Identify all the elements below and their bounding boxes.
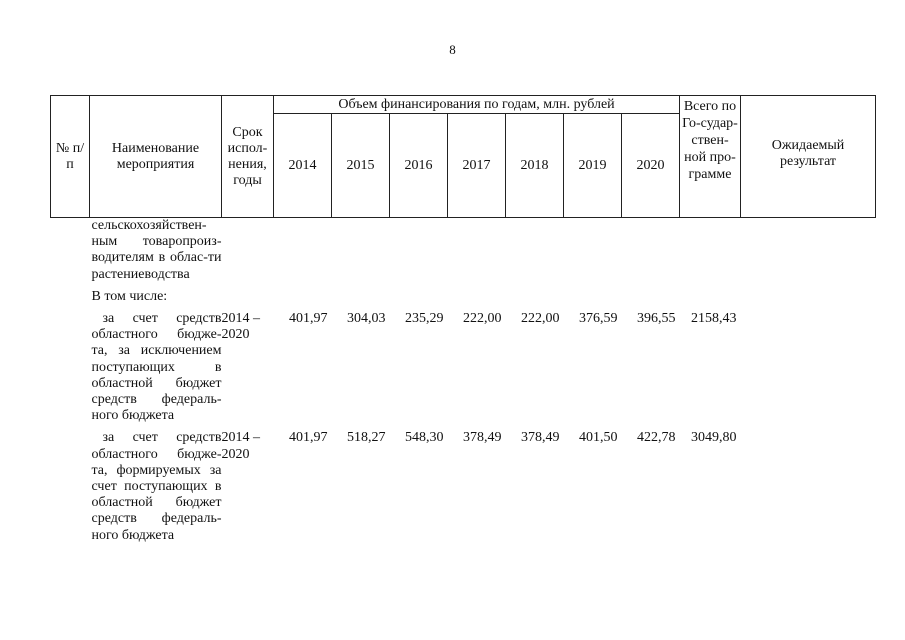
header-term: Срок испол-нения, годы: [222, 96, 274, 218]
row-value: 518,27: [347, 430, 386, 446]
header-name: Наименование мероприятия: [90, 96, 222, 218]
row-value: 422,78: [637, 430, 676, 446]
row-value: 401,97: [289, 311, 328, 327]
header-total: Всего по Го-судар-ствен-ной про-грамме: [680, 96, 741, 218]
row-value: 378,49: [521, 430, 560, 446]
financing-table: [50, 95, 876, 544]
row-value: 222,00: [463, 311, 502, 327]
header-year: 2020: [622, 114, 680, 218]
row-value: 376,59: [579, 311, 618, 327]
row-total: 2158,43: [691, 311, 737, 327]
table-row: [51, 218, 876, 283]
header-year: 2019: [564, 114, 622, 218]
header-year: 2015: [332, 114, 390, 218]
row-value: 235,29: [405, 311, 444, 327]
subheading-text: В том числе:: [91, 288, 168, 304]
row-name: за счет средств областного бюдже-та, формируемых за счет поступающих в областной бюджет средств федераль-ного бюджета: [91, 430, 222, 543]
header-year: 2018: [506, 114, 564, 218]
row-value: 304,03: [347, 311, 386, 327]
page-number: 8: [449, 42, 456, 57]
row-term: 2014 – 2020: [221, 430, 260, 462]
row-value: 222,00: [521, 311, 560, 327]
row-value: 401,50: [579, 430, 618, 446]
row-total: 3049,80: [691, 430, 737, 446]
continuation-text: сельскохозяйствен-ным товаропроиз-водителям в облас-ти растениеводства: [91, 218, 222, 282]
table-row: [51, 311, 876, 424]
header-financing-group: Объем финансирования по годам, млн. рублей: [274, 96, 680, 114]
row-value: 548,30: [405, 430, 444, 446]
header-year: 2017: [448, 114, 506, 218]
header-year: 2016: [390, 114, 448, 218]
row-value: 378,49: [463, 430, 502, 446]
table-row: [51, 289, 876, 305]
row-value: 401,97: [289, 430, 328, 446]
row-value: 396,55: [637, 311, 676, 327]
row-term: 2014 – 2020: [221, 311, 260, 343]
header-year: 2014: [274, 114, 332, 218]
row-name: за счет средств областного бюдже-та, за исключением поступающих в областной бюджет средств федераль-ного бюджета: [91, 311, 222, 424]
table-row: [51, 430, 876, 543]
header-num: № п/п: [51, 96, 90, 218]
header-result: Ожидаемый результат: [741, 96, 876, 218]
